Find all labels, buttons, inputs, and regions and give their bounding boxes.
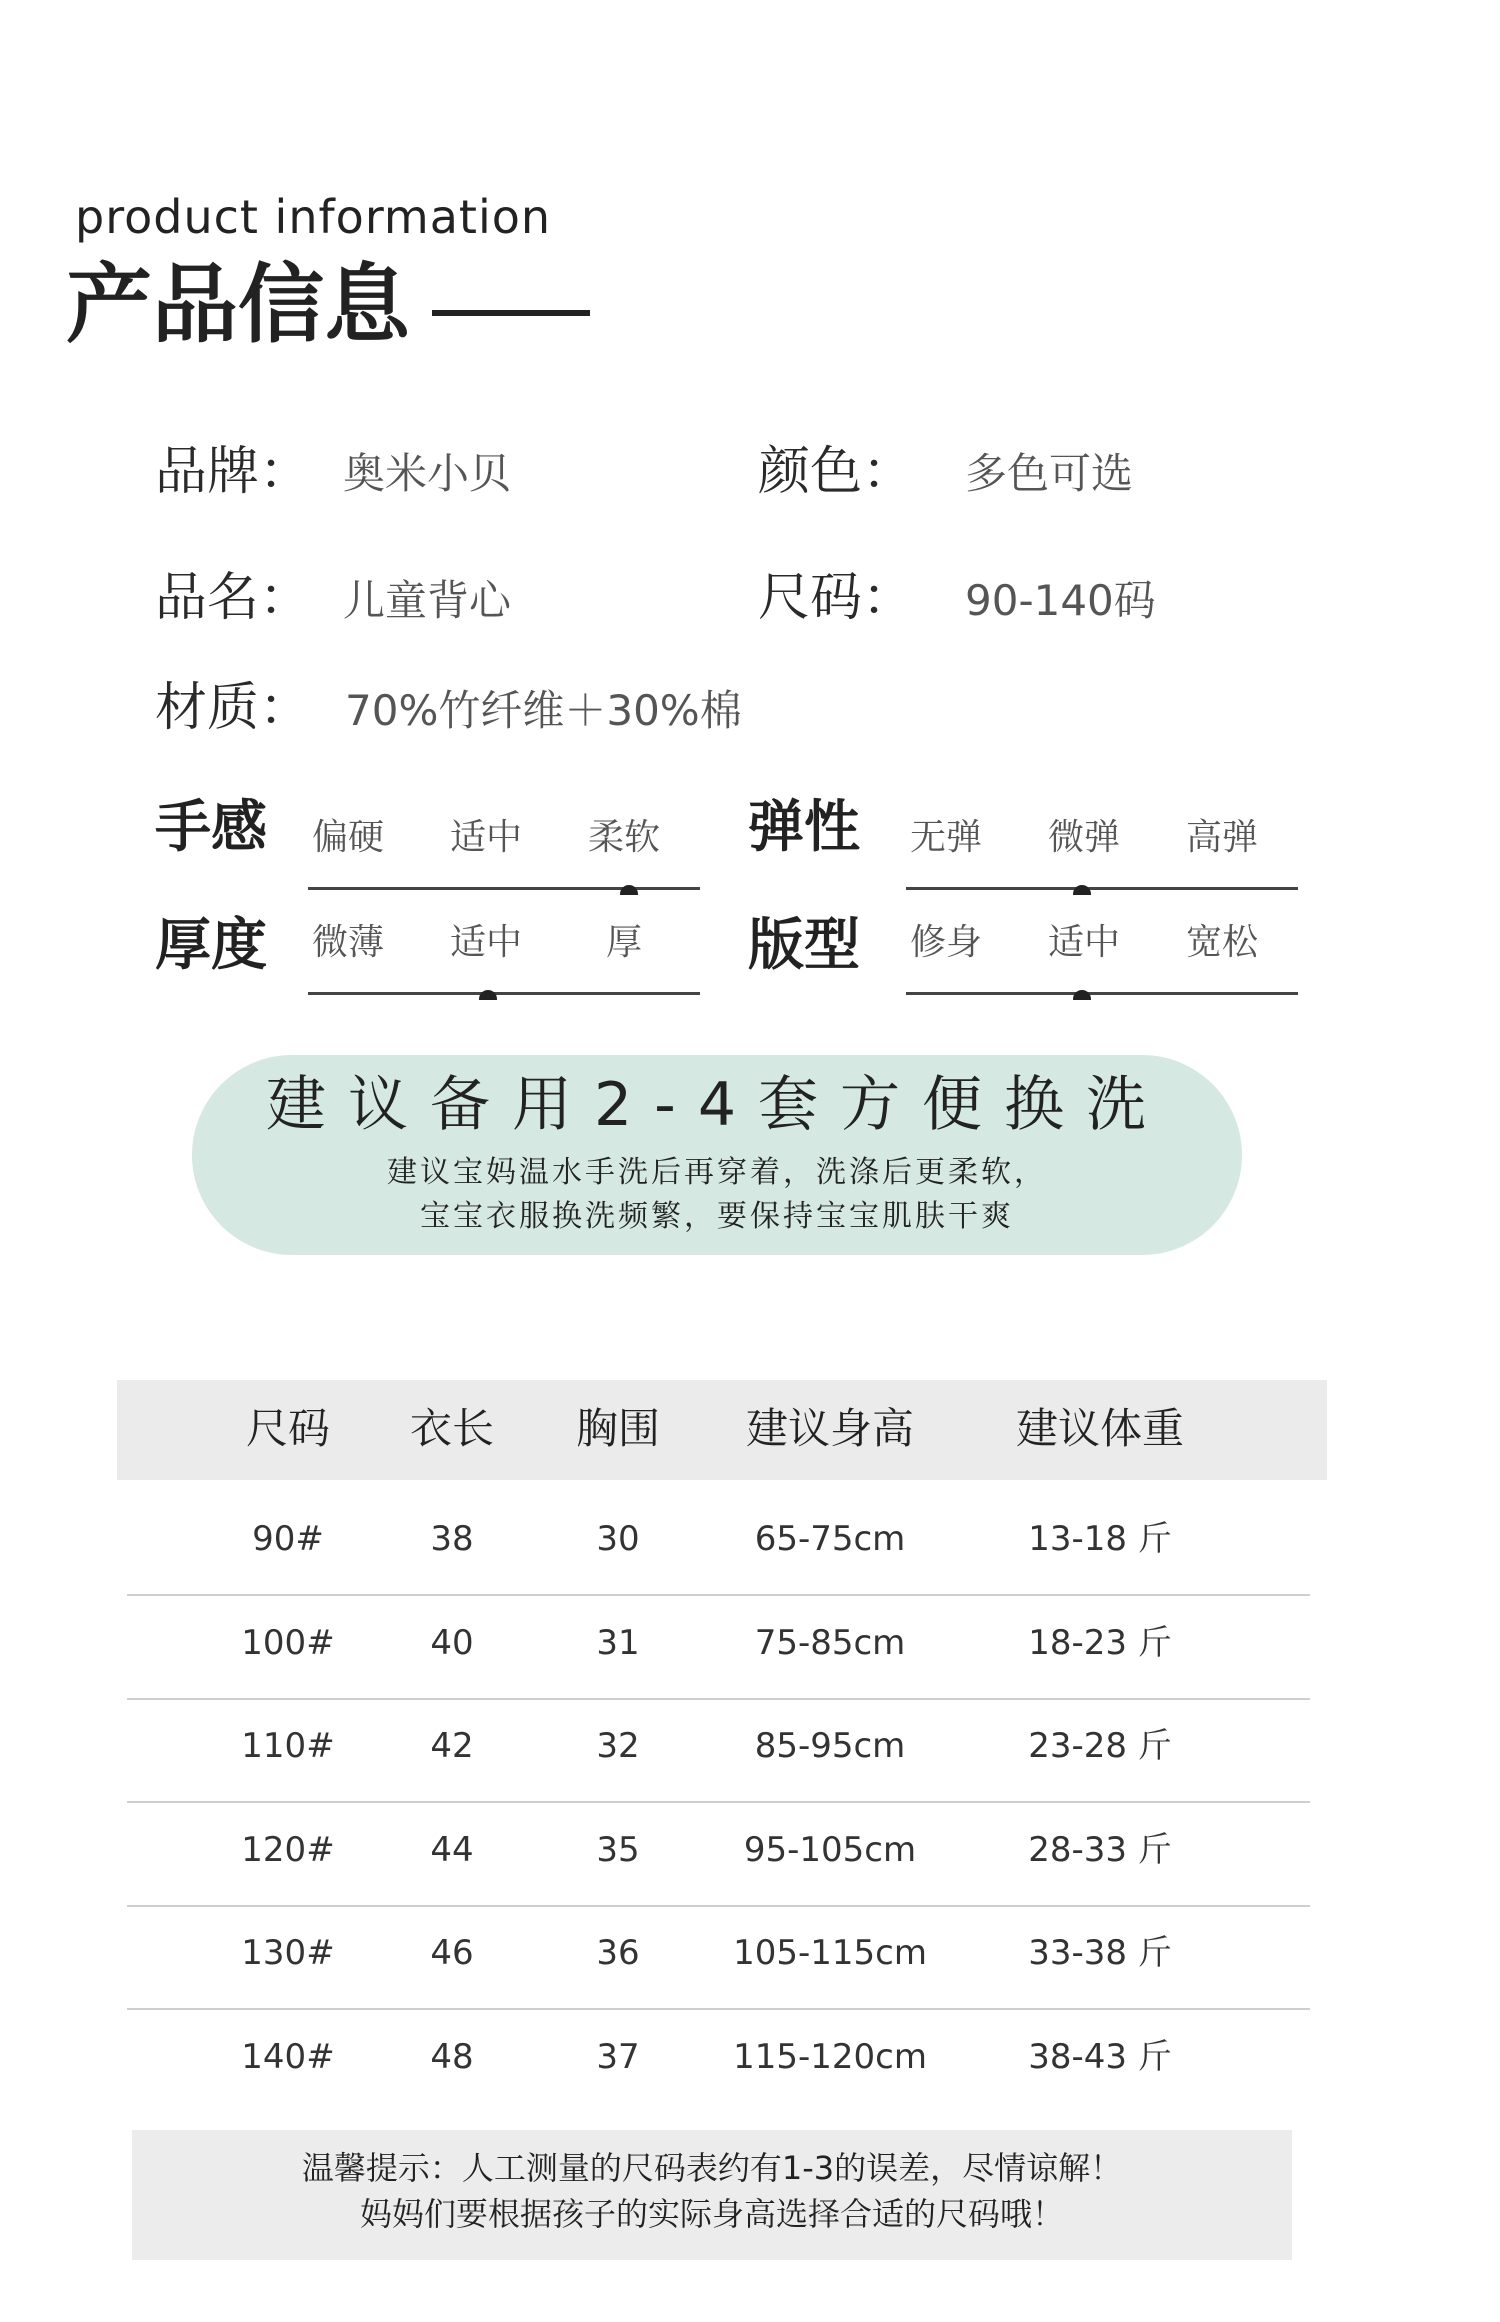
table-cell: 75-85cm — [754, 1622, 906, 1663]
table-cell: 46 — [430, 1933, 474, 1973]
table-cell: 13-18 斤 — [1028, 1519, 1172, 1559]
elasticity-scale-line — [906, 887, 1298, 890]
table-cell: 48 — [430, 2036, 474, 2077]
table-cell: 65-75cm — [754, 1519, 906, 1559]
material-value: 70%竹纤维＋30%棉 — [345, 686, 742, 735]
col-header-height: 建议身高 — [745, 1404, 914, 1453]
material-label: 材质： — [155, 678, 312, 738]
col-header-chest: 胸围 — [575, 1404, 660, 1453]
table-cell: 38-43 斤 — [1028, 2036, 1172, 2077]
table-cell: 44 — [430, 1829, 474, 1870]
elasticity-option-2: 微弹 — [1048, 817, 1121, 858]
thickness-scale — [308, 922, 700, 995]
table-cell: 30 — [596, 1519, 640, 1559]
table-cell: 130# — [241, 1933, 335, 1973]
table-cell: 31 — [596, 1622, 640, 1663]
feel-option-3: 柔软 — [588, 817, 661, 858]
col-header-length: 衣长 — [409, 1404, 494, 1453]
fit-option-2: 适中 — [1048, 922, 1121, 963]
brand-label: 品牌： — [155, 442, 312, 502]
notice-line-1: 温馨提示：人工测量的尺码表约有1-3的误差，尽情谅解！ — [301, 2149, 1123, 2187]
fit-option-3: 宽松 — [1186, 922, 1259, 963]
feel-scale — [308, 817, 700, 890]
elasticity-option-3: 高弹 — [1186, 817, 1259, 858]
table-cell: 35 — [596, 1829, 640, 1870]
page-title: 产品信息 — [66, 255, 410, 355]
table-row-divider — [127, 1801, 1310, 1803]
care-tip-line-2: 宝宝衣服换洗频繁，要保持宝宝肌肤干爽 — [420, 1199, 1014, 1234]
table-cell: 42 — [430, 1726, 474, 1766]
elasticity-scale — [906, 817, 1298, 890]
table-cell: 90# — [252, 1519, 324, 1559]
table-cell: 18-23 斤 — [1028, 1622, 1172, 1663]
feel-option-2: 适中 — [450, 817, 523, 858]
table-cell: 40 — [430, 1622, 474, 1663]
table-cell: 33-38 斤 — [1028, 1933, 1172, 1973]
thickness-scale-line — [308, 992, 700, 995]
brand-value: 奥米小贝 — [343, 449, 512, 498]
table-cell: 140# — [241, 2036, 335, 2077]
thickness-option-2: 适中 — [450, 922, 523, 963]
thickness-option-1: 微薄 — [312, 922, 385, 963]
table-cell: 32 — [596, 1726, 640, 1766]
table-cell: 95-105cm — [743, 1829, 917, 1870]
thickness-option-3: 厚 — [606, 922, 643, 963]
table-cell: 110# — [241, 1726, 335, 1766]
feel-scale-line — [308, 887, 700, 890]
color-value: 多色可选 — [965, 449, 1134, 498]
size-label: 尺码： — [758, 568, 915, 628]
table-cell: 38 — [430, 1519, 474, 1559]
table-cell: 105-115cm — [733, 1933, 927, 1973]
thickness-label: 厚度 — [155, 913, 267, 978]
col-header-weight: 建议体重 — [1015, 1404, 1184, 1453]
fit-scale-line — [906, 992, 1298, 995]
elasticity-label: 弹性 — [748, 795, 860, 860]
name-label: 品名： — [155, 568, 312, 628]
english-title: product information — [75, 190, 552, 244]
table-cell: 120# — [241, 1829, 335, 1870]
table-row-divider — [127, 1698, 1310, 1700]
notice-line-2: 妈妈们要根据孩子的实际身高选择合适的尺码哦！ — [359, 2195, 1064, 2233]
color-label: 颜色： — [758, 442, 915, 502]
elasticity-option-1: 无弹 — [910, 817, 983, 858]
table-row-divider — [127, 1905, 1310, 1907]
size-value: 90-140码 — [965, 576, 1156, 625]
fit-scale — [906, 922, 1298, 995]
table-row-divider — [127, 1594, 1310, 1596]
table-cell: 100# — [241, 1622, 335, 1663]
title-divider — [432, 310, 590, 316]
col-header-size: 尺码 — [245, 1404, 330, 1453]
table-cell: 37 — [596, 2036, 640, 2077]
table-cell: 28-33 斤 — [1028, 1829, 1172, 1870]
table-cell: 85-95cm — [754, 1726, 906, 1766]
table-cell: 115-120cm — [733, 2036, 927, 2077]
care-tip-heading: 建议备用2-4套方便换洗 — [266, 1070, 1168, 1140]
table-cell: 23-28 斤 — [1028, 1726, 1172, 1766]
care-tip-line-1: 建议宝妈温水手洗后再穿着，洗涤后更柔软， — [387, 1155, 1047, 1190]
table-cell: 36 — [596, 1933, 640, 1973]
fit-option-1: 修身 — [910, 922, 983, 963]
table-row-divider — [127, 2008, 1310, 2010]
feel-label: 手感 — [155, 795, 267, 860]
fit-label: 版型 — [748, 913, 860, 978]
name-value: 儿童背心 — [343, 576, 512, 625]
feel-option-1: 偏硬 — [312, 817, 385, 858]
